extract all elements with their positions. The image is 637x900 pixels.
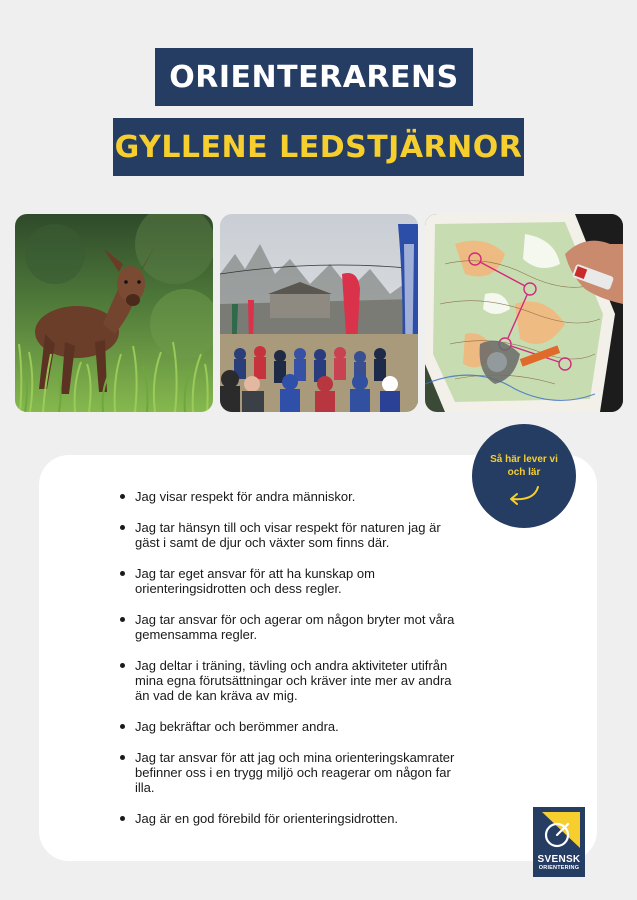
logo-line-1: SVENSK (537, 854, 581, 865)
rule-item: Jag deltar i träning, tävling och andra aktiviteter utifrån mina egna förutsättningar och kräver inte mer av andra än vad de kan kräva av mig. (119, 658, 464, 703)
photo-moose-calf (15, 214, 213, 412)
photo-event-crowd (220, 214, 418, 412)
title-line-2: GYLLENE LEDSTJÄRNOR (113, 118, 524, 176)
compass-logo-icon (538, 812, 580, 852)
rule-item: Jag tar ansvar för och agerar om någon bryter mot våra gemensamma regler. (119, 612, 464, 642)
rules-list (119, 489, 464, 842)
rule-item: Jag tar ansvar för att jag och mina orienteringskamrater befinner oss i en trygg miljö och reagerar om någon far illa. (119, 750, 464, 795)
curved-arrow-icon (504, 485, 544, 507)
photo-orienteering-map (425, 214, 623, 412)
logo-line-2: ORIENTERING (538, 865, 580, 871)
badge-circle (472, 424, 576, 528)
rule-item: Jag visar respekt för andra människor. (119, 489, 464, 504)
badge-text: Så här lever vi och lär (490, 454, 558, 478)
svensk-orientering-logo (533, 807, 585, 877)
rule-item: Jag bekräftar och berömmer andra. (119, 719, 464, 734)
rule-item: Jag är en god förebild för orienteringsidrotten. (119, 811, 464, 826)
rule-item: Jag tar eget ansvar för att ha kunskap om orienteringsidrotten och dess regler. (119, 566, 464, 596)
rule-item: Jag tar hänsyn till och visar respekt för naturen jag är gäst i samt de djur och växter som finns där. (119, 520, 464, 550)
title-line-1: ORIENTERARENS (155, 48, 473, 106)
